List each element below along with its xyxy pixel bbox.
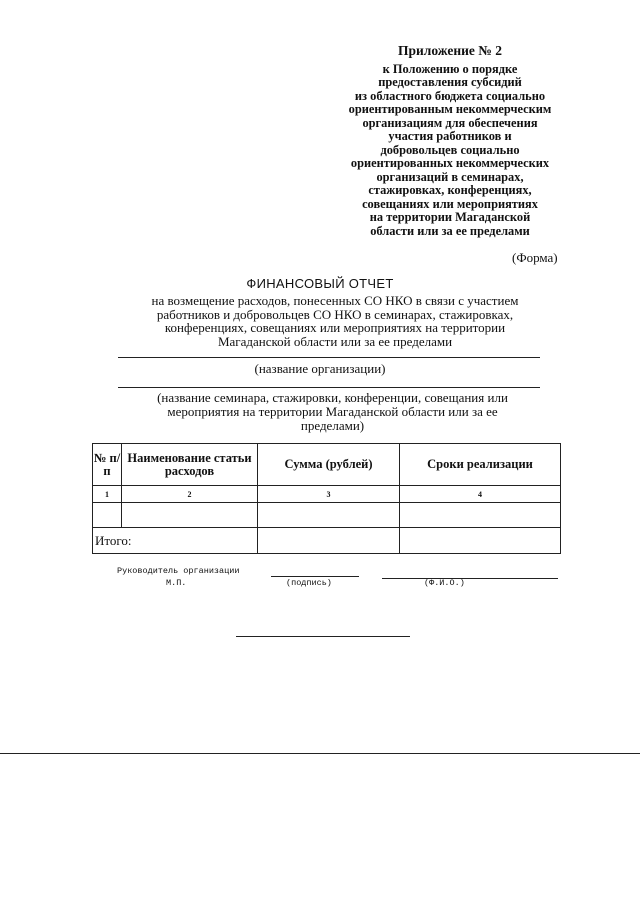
appendix-line: организаций в семинарах,	[376, 169, 524, 184]
table-cell	[400, 503, 561, 528]
head-of-organization-label: Руководитель организации	[117, 566, 240, 576]
report-title: ФИНАНСОВЫЙ ОТЧЕТ	[246, 276, 394, 291]
appendix-line: совещаниях или мероприятиях	[362, 196, 538, 211]
event-caption-line: мероприятия на территории Магаданской области или за ее	[167, 404, 498, 419]
stamp-place-label: М.П.	[166, 578, 187, 588]
fio-line	[382, 578, 558, 579]
appendix-line: области или за ее пределами	[370, 223, 530, 238]
appendix-line: на территории Магаданской	[369, 210, 531, 224]
table-row	[93, 503, 561, 528]
appendix-line: предоставления субсидий	[378, 75, 522, 89]
appendix-line: из областного бюджета социально	[354, 88, 546, 103]
header-terms: Сроки реализации	[400, 444, 561, 486]
appendix-line: ориентированных некоммерческих	[350, 156, 550, 170]
appendix-line: добровольцев социально	[380, 142, 520, 157]
event-name-line	[118, 387, 540, 388]
total-row	[93, 528, 561, 554]
description-line: на возмещение расходов, понесенных СО НКО в связи с участием	[151, 293, 519, 308]
appendix-line: к Положению о порядке	[382, 61, 518, 76]
fio-caption: (Ф.И.О.)	[424, 578, 465, 588]
total-terms-cell	[400, 528, 561, 554]
column-number-row	[93, 486, 561, 503]
header-expense-item: Наименование статьи расходов	[122, 444, 258, 486]
table-cell	[122, 503, 258, 528]
form-label: (Форма)	[512, 250, 558, 265]
table-cell	[93, 503, 122, 528]
table-header-row	[93, 444, 561, 486]
event-caption-line: пределами)	[300, 418, 365, 433]
event-name-caption	[120, 391, 545, 433]
header-number: № п/п	[93, 444, 122, 486]
column-number: 1	[93, 486, 122, 503]
appendix-block	[300, 44, 600, 238]
short-separator-line	[236, 636, 410, 637]
org-name-line	[118, 357, 540, 358]
appendix-line: ориентированным некоммерческим	[348, 102, 552, 116]
column-number: 2	[122, 486, 258, 503]
appendix-line: организациям для обеспечения	[362, 115, 538, 130]
appendix-number: Приложение № 2	[398, 43, 502, 58]
signature-caption: (подпись)	[286, 578, 332, 588]
description-line: работников и добровольцев СО НКО в семинарах, стажировках,	[156, 306, 514, 322]
total-amount-cell	[258, 528, 400, 554]
page-separator-line	[0, 753, 640, 754]
appendix-line: стажировках, конференциях,	[368, 183, 532, 197]
financial-table	[92, 443, 561, 554]
signature-line	[271, 576, 359, 577]
org-name-caption: (название организации)	[254, 361, 386, 376]
total-label: Итого:	[93, 528, 258, 554]
column-number: 3	[258, 486, 400, 503]
description-line: Магаданской области или за ее пределами	[217, 333, 453, 349]
table-cell	[258, 503, 400, 528]
report-description	[105, 294, 565, 348]
header-amount: Сумма (рублей)	[258, 444, 400, 486]
description-line: конференциях, совещаниях или мероприятиях на территории	[164, 320, 506, 336]
column-number: 4	[400, 486, 561, 503]
appendix-line: участия работников и	[388, 129, 512, 143]
event-caption-line: (название семинара, стажировки, конференции, совещания или	[157, 390, 508, 405]
